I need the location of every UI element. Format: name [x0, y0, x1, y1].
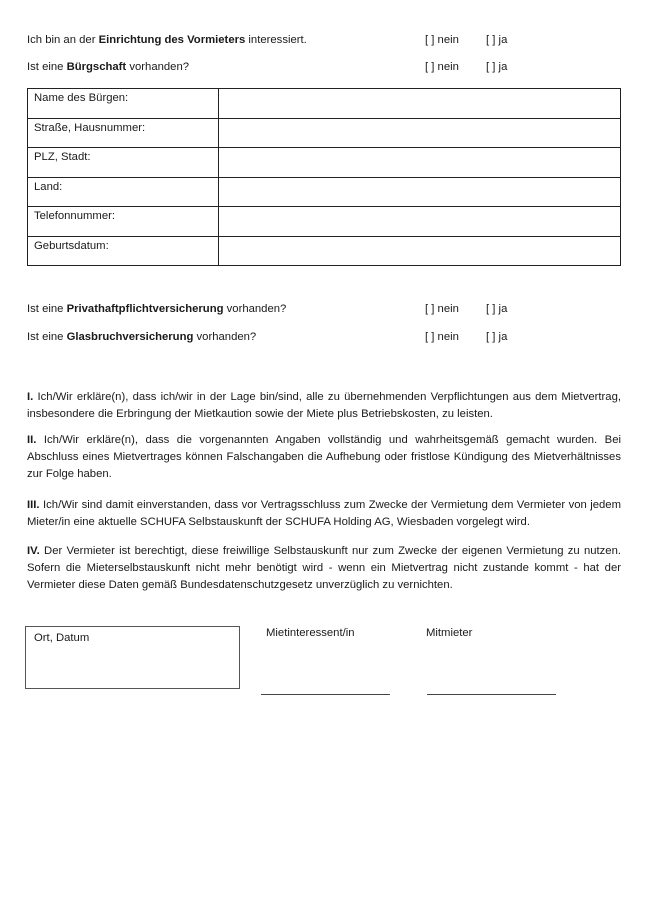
guarantor-table	[27, 88, 621, 266]
option-no[interactable]: [ ] nein	[425, 61, 459, 73]
option-yes[interactable]: [ ] ja	[486, 303, 508, 315]
question-bold: Glasbruchversicherung	[66, 331, 194, 343]
question-text: Ich bin an der	[27, 34, 99, 46]
table-row	[28, 148, 621, 178]
field-label: Geburtsdatum:	[28, 236, 219, 266]
declaration-2	[27, 432, 621, 483]
declaration-text: Ich/Wir erkläre(n), dass die vorgenannten Angaben vollständig und wahrheitsgemäß gemacht wurden. Bei Abschluss eines Mietvertrages können Falschangaben die Aufhebung oder fristlose Kündigung des Mietverhältnisses zur Folge haben.	[27, 434, 621, 480]
declaration-1	[27, 389, 621, 423]
question-liability-insurance	[27, 303, 286, 315]
place-date-field[interactable]	[25, 626, 240, 689]
option-no[interactable]: [ ] nein	[425, 331, 459, 343]
applicant-label: Mietinteressent/in	[266, 627, 355, 639]
field-label: Name des Bürgen:	[28, 89, 219, 119]
field-value[interactable]	[219, 118, 621, 148]
question-text: Ist eine	[27, 331, 67, 343]
question-text: vorhanden?	[223, 303, 287, 315]
declaration-text: Ich/Wir erkläre(n), dass ich/wir in der Lage bin/sind, alle zu übernehmenden Verpflichtungen aus dem Mietvertrag, insbesondere die Erbringung der Mietkaution sowie der Miete plus Betriebskosten, zu leisten.	[27, 391, 621, 420]
field-label: Telefonnummer:	[28, 207, 219, 237]
question-bold: Einrichtung des Vormieters	[98, 34, 246, 46]
field-label: Land:	[28, 177, 219, 207]
question-text: vorhanden?	[126, 61, 190, 73]
field-value[interactable]	[219, 207, 621, 237]
table-row	[28, 118, 621, 148]
question-text: Ist eine	[27, 303, 67, 315]
declaration-number: II.	[27, 434, 37, 446]
question-guarantor	[27, 61, 189, 73]
declaration-text: Ich/Wir sind damit einverstanden, dass vor Vertragsschluss zum Zwecke der Vermietung dem Vermieter von jedem Mieter/in eine aktuelle SCHUFA Selbstauskunft der SCHUFA Holding AG, Wiesbaden vorgelegt wird.	[27, 499, 621, 528]
table-row	[28, 236, 621, 266]
option-yes[interactable]: [ ] ja	[486, 61, 508, 73]
declaration-number: III.	[27, 499, 40, 511]
option-yes[interactable]: [ ] ja	[486, 331, 508, 343]
question-text: vorhanden?	[193, 331, 257, 343]
question-bold: Privathaftpflichtversicherung	[66, 303, 224, 315]
table-row	[28, 207, 621, 237]
applicant-signature-line[interactable]	[261, 694, 390, 695]
declaration-text: Der Vermieter ist berechtigt, diese freiwillige Selbstauskunft nur zum Zwecke der eigenen Vermietung zu nutzen. Sofern die Mieterselbstauskunft nicht mehr benötigt wird - wenn ein Mietvertrag nicht zustande kommt - hat der Vermieter diese Daten gemäß Bundesdatenschutzgesetz unverzüglich zu vernichten.	[27, 545, 621, 591]
table-row	[28, 89, 621, 119]
table-row	[28, 177, 621, 207]
field-value[interactable]	[219, 236, 621, 266]
option-no[interactable]: [ ] nein	[425, 34, 459, 46]
place-date-label: Ort, Datum	[34, 632, 90, 644]
co-tenant-signature-line[interactable]	[427, 694, 556, 695]
declaration-3	[27, 497, 621, 531]
declaration-4	[27, 543, 621, 594]
question-text: interessiert.	[245, 34, 307, 46]
question-text: Ist eine	[27, 61, 67, 73]
question-bold: Bürgschaft	[66, 61, 127, 73]
field-value[interactable]	[219, 177, 621, 207]
question-furnishings	[27, 34, 307, 46]
field-value[interactable]	[219, 89, 621, 119]
field-value[interactable]	[219, 148, 621, 178]
declaration-number: I.	[27, 391, 34, 403]
field-label: PLZ, Stadt:	[28, 148, 219, 178]
option-no[interactable]: [ ] nein	[425, 303, 459, 315]
question-glass-insurance	[27, 331, 256, 343]
declaration-number: IV.	[27, 545, 40, 557]
option-yes[interactable]: [ ] ja	[486, 34, 508, 46]
field-label: Straße, Hausnummer:	[28, 118, 219, 148]
co-tenant-label: Mitmieter	[426, 627, 473, 639]
